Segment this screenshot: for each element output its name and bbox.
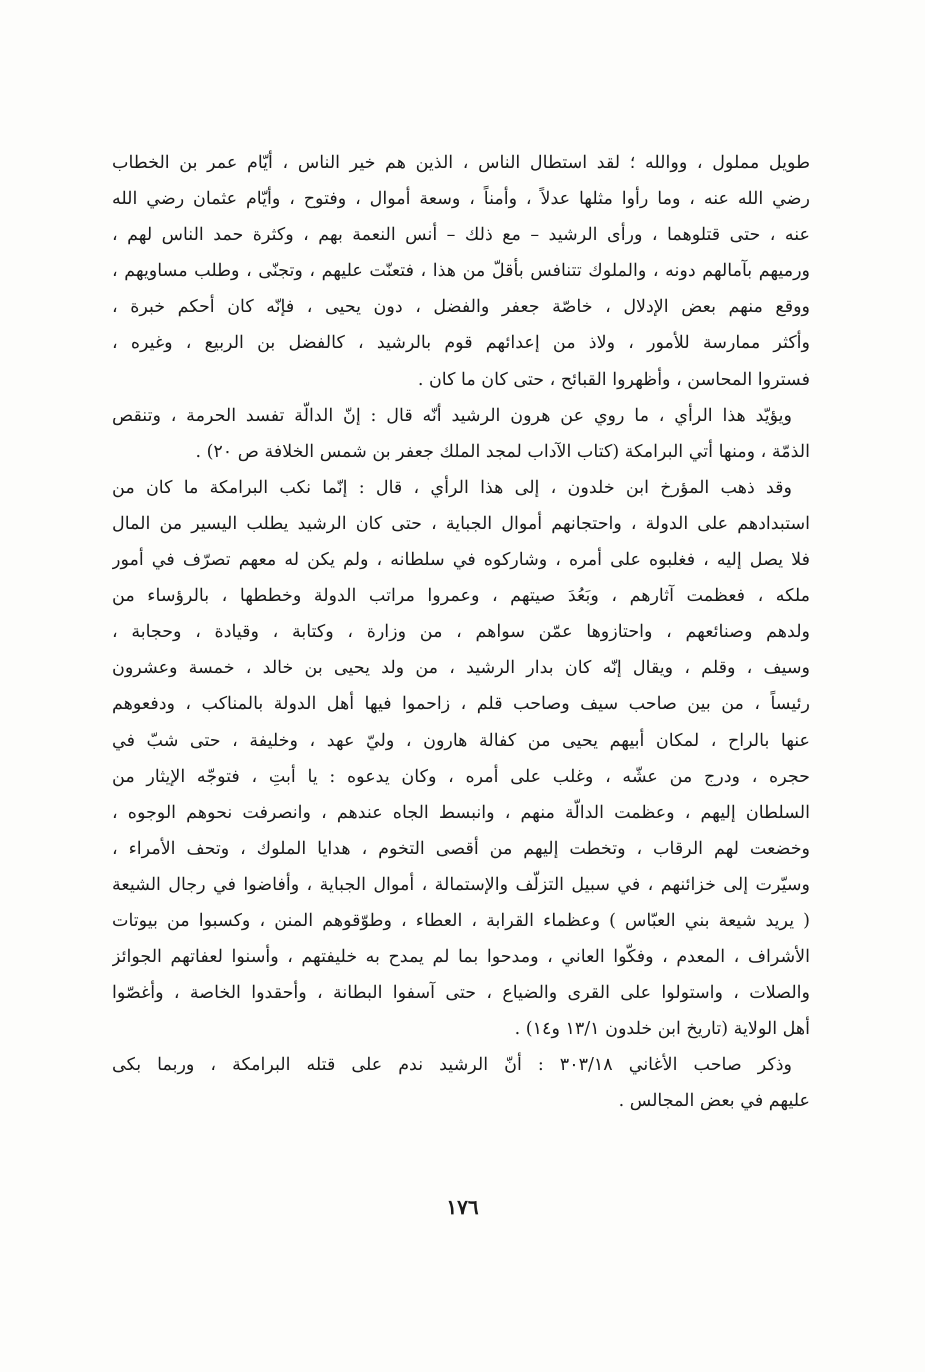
text-line: وقد ذهب المؤرخ ابن خلدون ، إلى هذا الرأي ، قال : إنّما نكب البرامكة ما كان من bbox=[112, 477, 792, 498]
text-line: ( يريد شيعة بني العبّاس ) وعظماء القرابة ، العطاء ، وطوّقوهم المنن ، وكسبوا من بيوتات bbox=[112, 910, 810, 931]
text-line: رئيساً ، من بين صاحب سيف وصاحب قلم ، زاحموا فيها أهل الدولة بالمناكب ، ودفعوهم bbox=[112, 694, 810, 715]
text-line: الأشراف ، المعدم ، وفكّوا العاني ، ومدحوا بما لم يمدح به خليفتهم ، وأسنوا لعفاتهم الجوائز bbox=[112, 947, 810, 968]
text-line: استبدادهم على الدولة ، واحتجانهم أموال الجباية ، حتى كان الرشيد يطلب اليسير من المال bbox=[112, 513, 810, 534]
text-line: وسيف ، وقلم ، ويقال إنّه كان بدار الرشيد ، من ولد يحيى بن خالد ، خمسة وعشرون bbox=[112, 658, 810, 679]
text-line: رضي الله عنه ، وما رأوا مثلها عدلاً ، وأمناً ، وسعة أموال ، وفتوح ، وأيّام عثمان رضي الله bbox=[112, 189, 810, 210]
text-line: عنه ، حتى قتلوهما ، ورأى الرشيد – مع ذلك – أنس النعمة بهم ، وكثرة حمد الناس لهم ، bbox=[112, 225, 810, 246]
paragraph-4 bbox=[112, 1047, 810, 1119]
text-line: فستروا المحاسن ، وأظهروا القبائح ، حتى كان ما كان . bbox=[417, 369, 810, 390]
body-text bbox=[112, 145, 810, 1120]
text-line: ويؤيّد هذا الرأي ، ما روي عن هرون الرشيد أنّه قال : إنّ الدالّة تفسد الحرمة ، وتنقص bbox=[112, 405, 792, 426]
text-line: وسيّرت إلى خزائنهم ، في سبيل التزلّف والإستمالة ، أموال الجباية ، وأفاضوا في رجال الشيعة bbox=[112, 874, 810, 895]
text-line: وخضعت لهم الرقاب ، وتخطت إليهم من أقصى التخوم ، هدايا الملوك ، وتحف الأمراء ، bbox=[112, 838, 810, 859]
text-line: والصلات ، واستولوا على القرى والضياع ، حتى آسفوا البطانة ، وأحقدوا الخاصة ، وأغصّوا bbox=[112, 983, 810, 1004]
text-line: فلا يصل إليه ، فغلبوه على أمره ، وشاركوه في سلطانه ، ولم يكن له معهم تصرّف في أمور bbox=[112, 550, 810, 571]
text-line: طويل مملول ، ووالله ؛ لقد استطال الناس ، الذين هم خير الناس ، أيّام عمر بن الخطاب bbox=[112, 153, 810, 173]
paragraph-1 bbox=[112, 145, 810, 398]
text-line: ولدهم وصنائعهم ، واحتازوها عمّن سواهم ، من وزارة ، وكتابة ، وقيادة ، وحجابة ، bbox=[112, 622, 810, 643]
text-line: عليهم في بعض المجالس . bbox=[618, 1091, 810, 1112]
page-number: ١٧٦ bbox=[446, 1195, 479, 1219]
text-line: وذكر صاحب الأغاني ٣٠٣/١٨ : أنّ الرشيد ندم على قتله البرامكة ، وربما بكى bbox=[112, 1055, 792, 1076]
text-line: عنها بالراح ، لمكان أبيهم يحيى من كفالة هارون ، وليّ عهد ، وخليفة ، حتى شبّ في bbox=[112, 730, 810, 751]
text-line: ووقع منهم بعض الإدلال ، خاصّة جعفر والفضل ، دون يحيى ، فإنّه كان أحكم خبرة ، bbox=[112, 297, 810, 318]
text-line: أهل الولاية (تاريخ ابن خلدون ١٣/١ و١٤) . bbox=[514, 1019, 810, 1040]
text-line: حجره ، ودرج من عشّه ، وغلب على أمره ، وكان يدعوه : يا أبتِ ، فتوجّه الإيثار من bbox=[112, 766, 810, 787]
text-line: وأكثر ممارسة للأمور ، ولاذ من إعدائهم قوم بالرشيد ، كالفضل بن الربيع ، وغيره ، bbox=[112, 333, 810, 354]
text-line: ملكه ، فعظمت آثارهم ، وبَعُدَ صيتهم ، وعمروا مراتب الدولة وخططها ، بالرؤساء من bbox=[112, 586, 810, 607]
text-line: الذمّة ، ومنها أتي البرامكة (كتاب الآداب لمجد الملك جعفر بن شمس الخلافة ص ٢٠) . bbox=[195, 441, 810, 462]
paragraph-2 bbox=[112, 398, 810, 470]
text-line: السلطان إليهم ، وعظمت الدالّة منهم ، وانبسط الجاه عندهم ، وانصرفت نحوهم الوجوه ، bbox=[112, 802, 810, 823]
paragraph-3 bbox=[112, 470, 810, 1048]
text-line: ورميهم بآمالهم دونه ، والملوك تتنافس بأقلّ من هذا ، فتعنّت عليهم ، وتجنّى ، وطلب مساويهم ، bbox=[112, 261, 810, 282]
